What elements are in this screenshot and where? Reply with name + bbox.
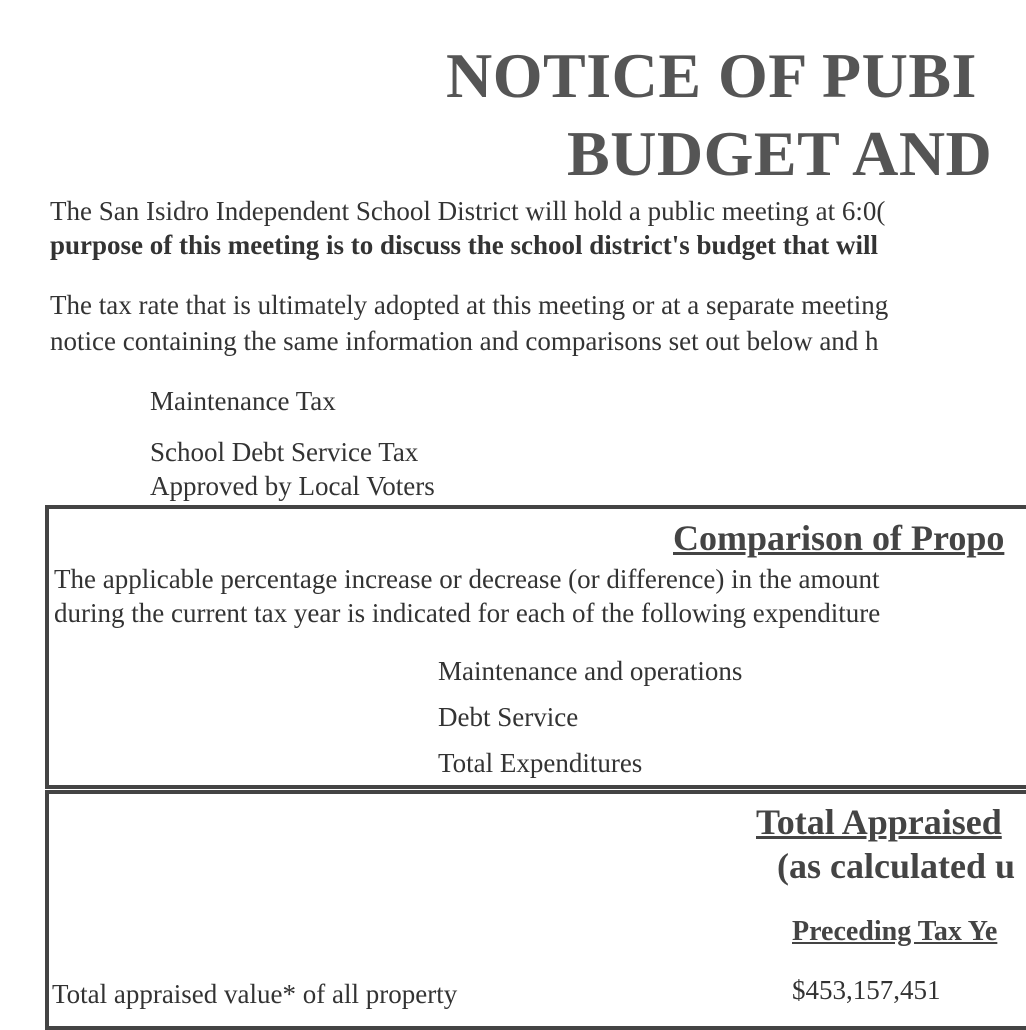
comparison-section-heading: Comparison of Propo xyxy=(673,518,1005,558)
notice-title-line-2: BUDGET AND xyxy=(567,118,993,189)
meeting-paragraph-line-1: The San Isidro Independent School District will hold a public meeting at 6:0( xyxy=(50,196,886,226)
expenditure-item-total: Total Expenditures xyxy=(438,748,643,778)
comparison-text-line-2: during the current tax year is indicated for each of the following expenditure xyxy=(54,598,881,628)
tax-rate-paragraph-line-2: notice containing the same information and comparisons set out below and h xyxy=(50,326,879,356)
total-appraised-value-label: Total appraised value* of all property xyxy=(52,979,458,1009)
comparison-text-line-1: The applicable percentage increase or decrease (or difference) in the amount xyxy=(54,564,880,594)
debt-service-tax-label-continued: Approved by Local Voters xyxy=(150,471,435,501)
notice-title-line-1: NOTICE OF PUBI xyxy=(446,40,977,111)
total-appraised-value-amount: $453,157,451 xyxy=(792,975,941,1005)
expenditure-item-debt-service: Debt Service xyxy=(438,702,579,732)
preceding-tax-year-column-heading: Preceding Tax Ye xyxy=(792,916,998,947)
appraised-section-heading: Total Appraised xyxy=(756,802,1002,842)
appraised-section-subheading: (as calculated u xyxy=(777,846,1015,886)
tax-rate-paragraph-line-1: The tax rate that is ultimately adopted at this meeting or at a separate meeting xyxy=(50,290,889,320)
maintenance-tax-label: Maintenance Tax xyxy=(150,386,336,416)
meeting-paragraph-line-2: purpose of this meeting is to discuss the school district's budget that will xyxy=(50,230,879,260)
expenditure-item-maintenance: Maintenance and operations xyxy=(438,656,743,686)
debt-service-tax-label: School Debt Service Tax xyxy=(150,437,419,467)
